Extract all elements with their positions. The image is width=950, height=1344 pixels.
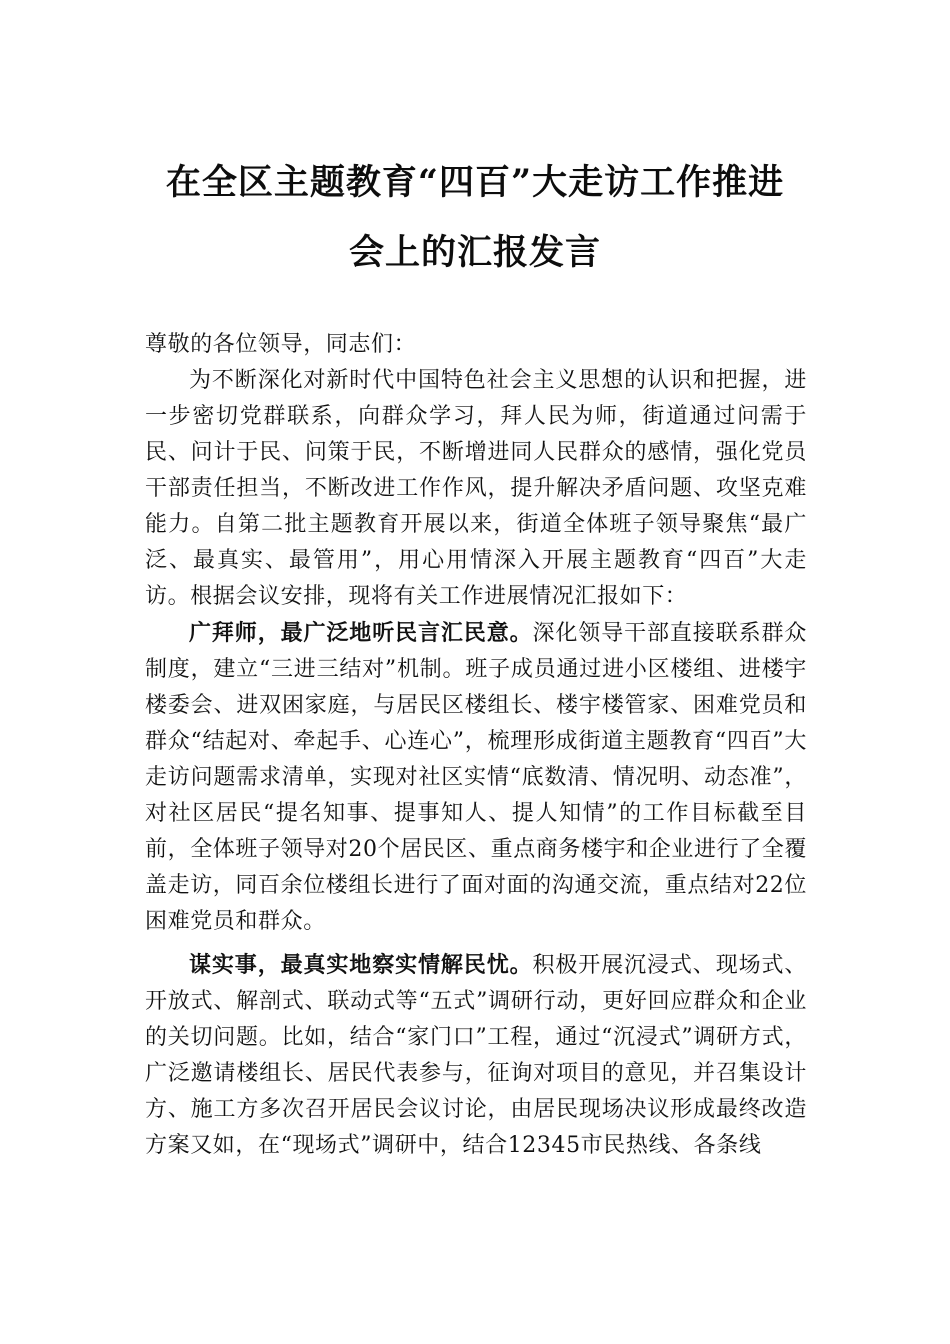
section-1-lead: 广拜师，最广泛地听民言汇民意。 [189, 620, 533, 646]
document-title-line-2: 会上的汇报发言 [348, 232, 601, 273]
section-2-lead: 谋实事，最真实地察实情解民忧。 [189, 952, 533, 978]
document-title-line-1: 在全区主题教育“四百”大走访工作推进 [165, 162, 785, 203]
salutation: 尊敬的各位领导，同志们： [145, 332, 417, 357]
document-body [145, 327, 807, 1164]
section-2-paragraph [145, 947, 807, 1164]
section-2-body: 积极开展沉浸式、现场式、开放式、解剖式、联动式等“五式”调研行动，更好回应群众和企业的关切问题。比如，结合“家门口”工程，通过“沉浸式”调研方式，广泛邀请楼组长、居民代表参与，征询对项目的意见，并召集设计方、施工方多次召开居民会议讨论，由居民现场决议形成最终改造方案又如，在“现场式”调研中，结合12345市民热线、各条线 [145, 953, 807, 1158]
section-1-body: 深化领导干部直接联系群众制度，建立“三进三结对”机制。班子成员通过进小区楼组、进楼宇楼委会、进双困家庭，与居民区楼组长、楼宇楼管家、困难党员和群众“结起对、牵起手、心连心”，梳理形成街道主题教育“四百”大走访问题需求清单，实现对社区实情“底数清、情况明、动态准”，对社区居民“提名知事、提事知人、提人知情”的工作目标截至目前，全体班子领导对20个居民区、重点商务楼宇和企业进行了全覆盖走访，同百余位楼组长进行了面对面的沟通交流，重点结对22位困难党员和群众。 [145, 621, 807, 934]
intro-paragraph: 为不断深化对新时代中国特色社会主义思想的认识和把握，进一步密切党群联系，向群众学习，拜人民为师，街道通过问需于民、问计于民、问策于民，不断增进同人民群众的感情，强化党员干部责任担当，不断改进工作作风，提升解决矛盾问题、攻坚克难能力。自第二批主题教育开展以来，街道全体班子领导聚焦“最广泛、最真实、最管用”，用心用情深入开展主题教育“四百”大走访。根据会议安排，现将有关工作进展情况汇报如下： [145, 368, 807, 609]
section-1-paragraph [145, 615, 807, 940]
